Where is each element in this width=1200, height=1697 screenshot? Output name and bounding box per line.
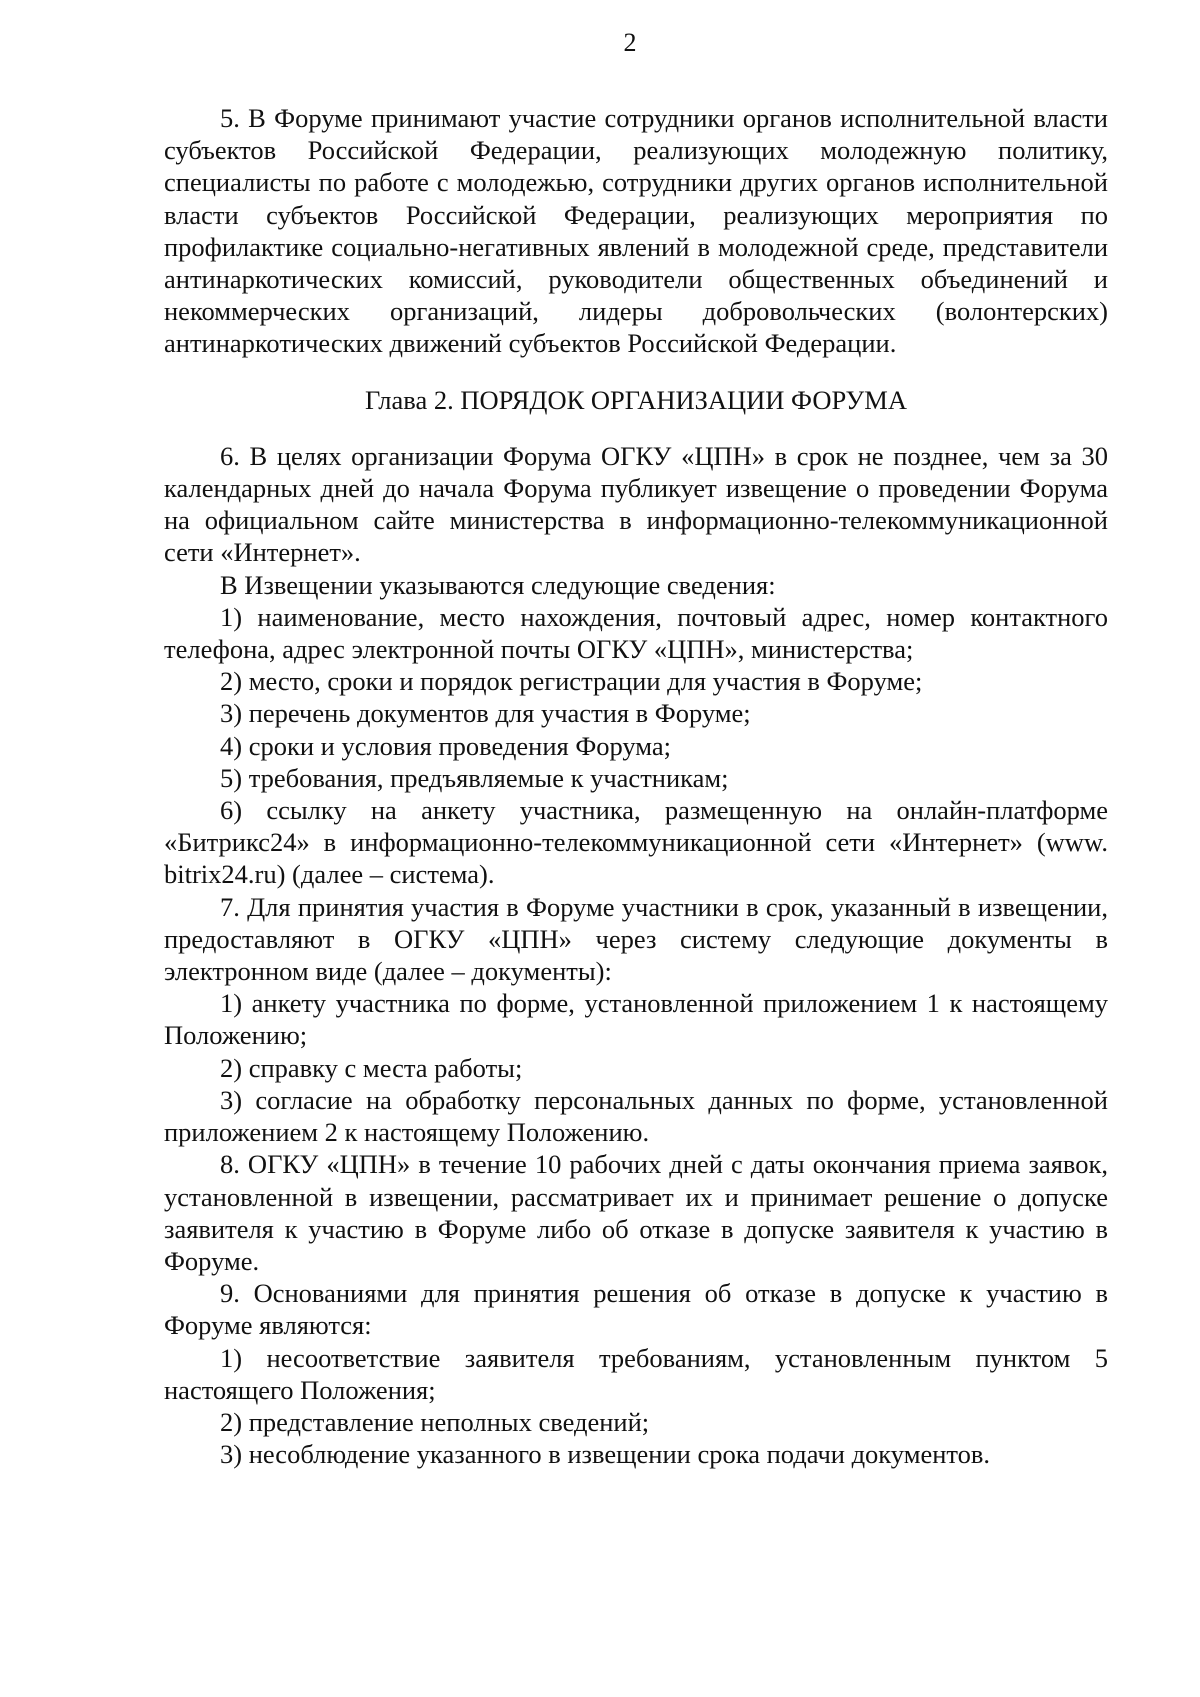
paragraph-6: 6. В целях организации Форума ОГКУ «ЦПН» в срок не позднее, чем за 30 календарных дней до начала Форума публикует извещение о проведении Форума на официальном сайте министерства в информационно-телекоммуникационной сети «Интернет». <box>164 440 1108 568</box>
paragraph-8: 8. ОГКУ «ЦПН» в течение 10 рабочих дней с даты окончания приема заявок, установленной в извещении, рассматривает их и принимает решение о допуске заявителя к участию в Форуме либо об отказе в допуске заявителя к участию в Форуме. <box>164 1149 1108 1276</box>
list-item: 3) несоблюдение указанного в извещении срока подачи документов. <box>220 1439 991 1470</box>
list-item: 1) наименование, место нахождения, почтовый адрес, номер контактного телефона, адрес электронной почты ОГКУ «ЦПН», министерства; <box>164 601 1108 665</box>
chapter-heading: Глава 2. ПОРЯДОК ОРГАНИЗАЦИИ ФОРУМА <box>364 384 907 415</box>
list-item: 6) ссылку на анкету участника, размещенную на онлайн-платформе «Битрикс24» в информационно-телекоммуникационной сети «Интернет» (www. bitrix24.ru) (далее – система). <box>164 795 1108 890</box>
list-item: 1) несоответствие заявителя требованиям, установленным пунктом 5 настоящего Положения; <box>164 1342 1108 1405</box>
list-item: 3) перечень документов для участия в Форуме; <box>220 698 751 729</box>
paragraph-9: 9. Основаниями для принятия решения об отказе в допуске к участию в Форуме являются: <box>164 1278 1108 1341</box>
list-item: 3) согласие на обработку персональных данных по форме, установленной приложением 2 к настоящему Положению. <box>164 1084 1108 1148</box>
list-item: 2) справку с места работы; <box>220 1052 523 1083</box>
list-item: 1) анкету участника по форме, установленной приложением 1 к настоящему Положению; <box>164 988 1108 1051</box>
list-item: 2) место, сроки и порядок регистрации для участия в Форуме; <box>220 666 923 697</box>
paragraph-7: 7. Для принятия участия в Форуме участники в срок, указанный в извещении, предоставляют в ОГКУ «ЦПН» через систему следующие документы в электронном виде (далее – документы): <box>164 891 1108 987</box>
paragraph-5: 5. В Форуме принимают участие сотрудники органов исполнительной власти субъектов Российской Федерации, реализующих молодежную политику, специалисты по работе с молодежью, сотрудники других органов исполнительной власти субъектов Российской Федерации, реализующих мероприятия по профилактике социально-негативных явлений в молодежной среде, представители антинаркотических комиссий, руководители общественных объединений и некоммерческих организаций, лидеры добровольческих (волонтерских) антинаркотических движений субъектов Российской Федерации. <box>164 103 1108 359</box>
list-item: 4) сроки и условия проведения Форума; <box>220 730 672 761</box>
list-item: 5) требования, предъявляемые к участникам; <box>220 762 729 793</box>
paragraph-6-intro: В Извещении указываются следующие сведения: <box>220 569 776 600</box>
document-body <box>164 102 1108 1470</box>
page-number: 2 <box>623 28 637 57</box>
list-item: 2) представление неполных сведений; <box>220 1406 650 1437</box>
